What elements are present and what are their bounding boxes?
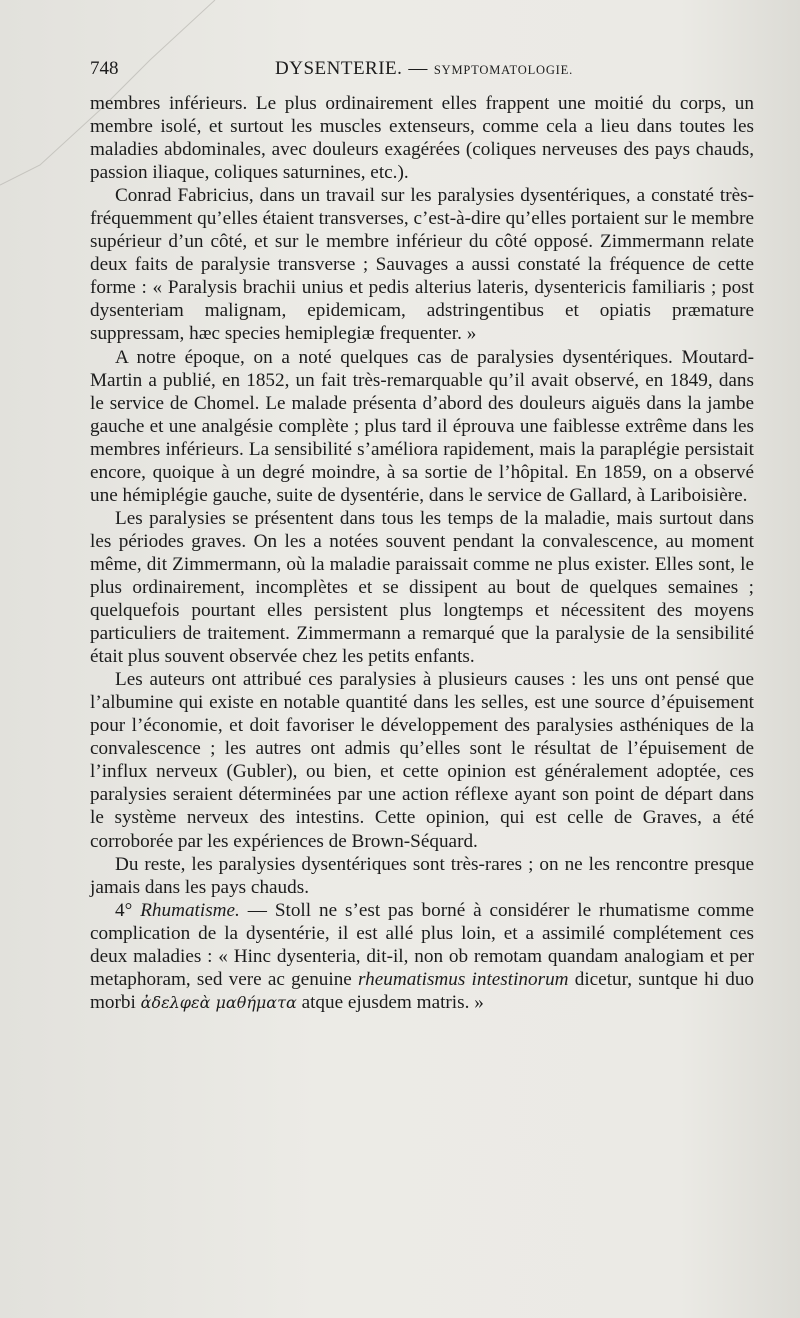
paragraph-2: Conrad Fabricius, dans un travail sur les paralysies dysentériques, a constaté très-fréquemment qu’elles étaient transverses, c’est-à-dire qu’elles portaient sur le membre supérieur d’un côté, et sur le membre inférieur du côté opposé. Zimmermann relate deux faits de paralysie transverse ; Sauvages a aussi constaté la fréquence de cette forme : « Paralysis brachii unius et pedis alterius lateris, dysentericis familiaris ; post dysenteriam malignam, epidemicam, adstringentibus et opiatis præmature suppressam, hæc species hemiplegiæ frequenter. » — [90, 185, 754, 345]
title-dash: — — [408, 58, 428, 79]
paragraph-6: Du reste, les paralysies dysentériques sont très-rares ; on ne les rencontre presque jamais dans les pays chauds. — [90, 853, 754, 898]
paragraph-7-text-c: dicetur, suntque hi duo morbi — [90, 968, 755, 1013]
page-number: 748 — [90, 58, 119, 79]
greek-phrase: ἀδελφεὰ μαθήματα — [140, 992, 297, 1012]
paragraph-7-text-a: — Stoll ne s’est pas borné à considérer le rhumatisme comme complication de la dysentérie, il est allé plus loin, et a assimilé complétement ces deux maladies : « Hinc dysenteria, dit-il, non ob remotam quandam analogiam et per metaphoram, sed vere ac genuine — [90, 899, 755, 990]
section-subtitle: SYMPTOMATOLOGIE. — [433, 63, 573, 77]
latin-italic-phrase: rheumatismus intestinorum — [358, 968, 569, 990]
paragraph-7-text-d: atque ejusdem matris. » — [296, 991, 484, 1013]
paragraph-4: Les paralysies se présentent dans tous les temps de la maladie, mais surtout dans les périodes graves. On les a notées souvent pendant la convalescence, au moment même, dit Zimmermann, où la maladie paraissait comme ne plus exister. Elles sont, le plus ordinairement, incomplètes et se dissipent au bout de quelques semaines ; quelquefois pourtant elles persistent plus longtemps et nécessitent des moyens particuliers de traitement. Zimmermann a remarqué que la paralysie de la sensibilité était plus souvent observée chez les petits enfants. — [90, 507, 754, 668]
paragraph-5: Les auteurs ont attribué ces paralysies à plusieurs causes : les uns ont pensé que l’albumine qui existe en notable quantité dans les selles, est une source d’épuisement pour l’économie, et doit favoriser le développement des paralysies asthéniques de la convalescence ; les autres ont admis qu’elles sont le résultat de l’épuisement de l’influx nerveux (Gubler), ou bien, et cette opinion est généralement adoptée, ces paralysies seraient déterminées par une action réflexe ayant son point de départ dans le système nerveux des intestins. Cette opinion, qui est celle de Graves, a été corroborée par les expériences de Brown-Séquard. — [90, 669, 754, 852]
section-number: 4° — [115, 899, 133, 921]
section-heading: Rhumatisme. — [140, 899, 240, 921]
chapter-title: DYSENTERIE. — [275, 58, 403, 79]
body-text — [90, 92, 754, 1014]
paragraph-7 — [90, 899, 754, 1014]
paragraph-1: membres inférieurs. Le plus ordinairement elles frappent une moitié du corps, un membre isolé, et surtout les muscles extenseurs, comme cela a lieu dans toutes les maladies abdominales, avec douleurs exagérées (coliques nerveuses des pays chauds, passion iliaque, coliques saturnines, etc.). — [90, 93, 754, 184]
running-title — [275, 58, 573, 80]
running-header — [90, 58, 754, 84]
paragraph-3: A notre époque, on a noté quelques cas de paralysies dysentériques. Moutard-Martin a publié, en 1852, un fait très-remarquable qu’il avait observé, en 1849, dans le service de Chomel. Le malade présenta d’abord des douleurs aiguës dans la jambe gauche et une analgésie complète ; plus tard il éprouva une faiblesse extrême dans les membres inférieurs. La sensibilité s’améliora rapidement, mais la paraplégie persistait encore, quoique à un degré moindre, à sa sortie de l’hôpital. En 1859, on a observé une hémiplégie gauche, suite de dysentérie, dans le service de Gallard, à Lariboisière. — [90, 346, 754, 506]
